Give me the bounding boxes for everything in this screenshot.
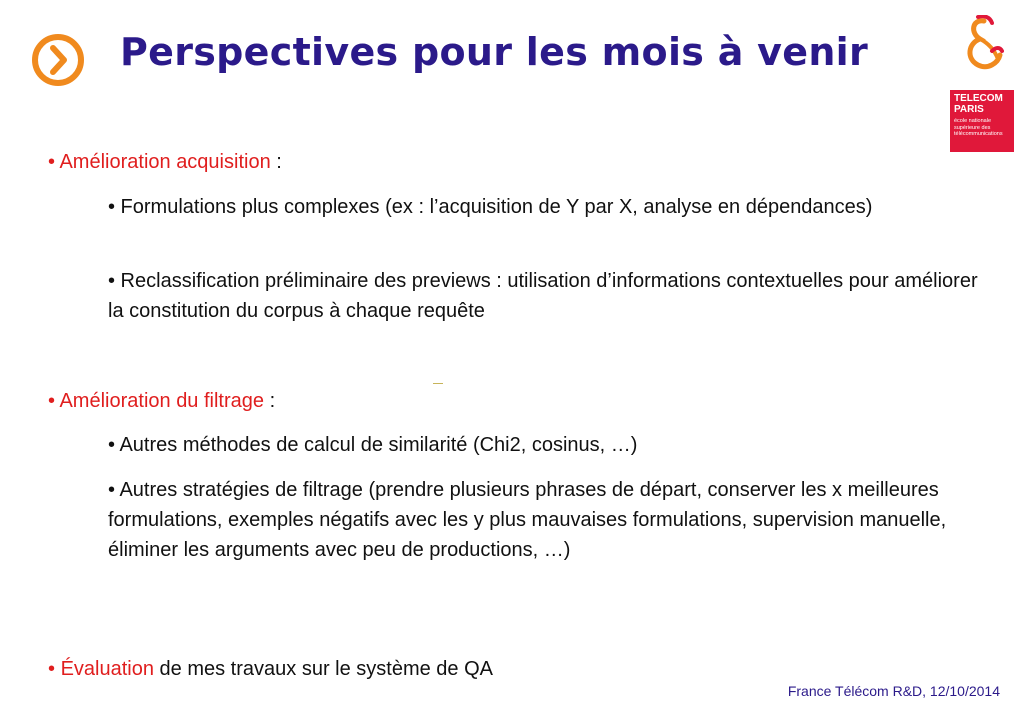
bullet: • (48, 390, 56, 412)
divider-mark (433, 383, 443, 384)
footer-text: France Télécom R&D, 12/10/2014 (787, 683, 1000, 699)
section-heading-text: Évaluation (60, 658, 154, 680)
logo-line1: TELECOM (954, 93, 1003, 104)
section-heading-evaluation (48, 654, 493, 684)
logo-sub3: télécommunications (954, 131, 1003, 137)
list-item: • Formulations plus complexes (ex : l’acquisition de Y par X, analyse en dépendances) (108, 196, 873, 218)
list-item: • Reclassification préliminaire des previews : utilisation d’informations contextuelles pour améliorer la constitution du corpus à chaque requête (108, 270, 978, 322)
telecom-paris-logo (948, 15, 1016, 140)
logo-box (950, 90, 1014, 152)
bullet: • (48, 151, 56, 173)
section-heading-suffix: : (270, 151, 282, 173)
section-heading-acquisition (48, 147, 282, 177)
list-item: • Autres stratégies de filtrage (prendre plusieurs phrases de départ, conserver les x meilleures formulations, exemples négatifs avec les y plus mauvaises formulations, supervision manuelle, éliminer les arguments avec peu de productions, …) (108, 479, 947, 561)
section-heading-text: Amélioration acquisition (59, 151, 271, 173)
section-heading-filtrage (48, 386, 275, 416)
bullet: • (48, 658, 56, 680)
logo-line2: PARIS (954, 104, 984, 115)
next-chevron-icon[interactable] (30, 32, 86, 88)
section-heading-suffix: : (264, 390, 276, 412)
section-heading-suffix: de mes travaux sur le système de QA (153, 658, 494, 680)
ampersand-logo-icon (958, 15, 1004, 75)
page-title: Perspectives pour les mois à venir (120, 30, 869, 74)
logo-sub2: supérieure des (954, 124, 991, 131)
section-heading-text: Amélioration du filtrage (59, 390, 265, 412)
logo-sub1: école nationale (954, 118, 992, 124)
list-item: • Autres méthodes de calcul de similarité (Chi2, cosinus, …) (108, 434, 638, 456)
